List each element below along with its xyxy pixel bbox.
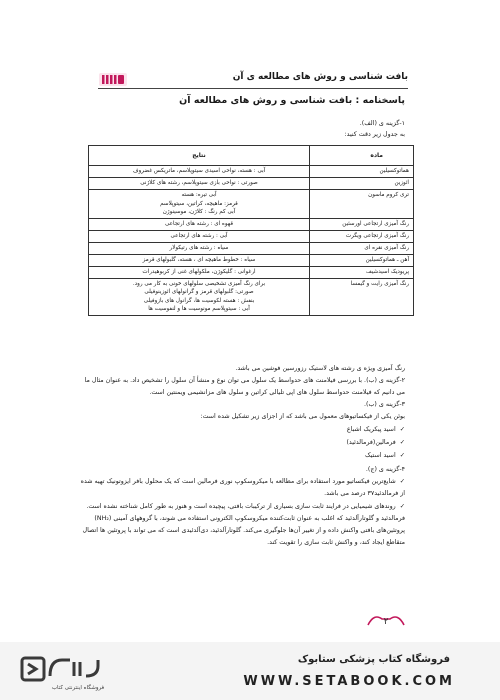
result-cell — [89, 278, 310, 315]
page-number: ۲ — [383, 617, 389, 627]
answer-2: ۲-گزینه ی (ب). با بررسی فیلامنت های حدواسط یک سلول می توان نوع و منشأ آن سلول را تشخیص داد. به عنوان مثال ما — [84, 377, 405, 384]
table-row — [89, 278, 414, 315]
check-icon: ✓ — [399, 426, 405, 433]
body-text: شایع‌ترین فیکساتیو مورد استفاده برای مطالعه با میکروسکوپ نوری فرمالین است که یک محلول بافر ایزوتونیک تهیه شده — [80, 478, 396, 485]
list-item — [86, 503, 405, 510]
footer-url[interactable]: WWW.SETABOOK.COM — [243, 674, 455, 689]
answer-3: ۳-گزینه ی (ب). — [364, 401, 405, 408]
result-line: ارغوانی : گلیکوژن، ملکولهای غنی از کربوهیدرات — [142, 268, 256, 275]
result-line: سیاه : خطوط ماهیچه ای ، هسته، گلبولهای قرمز — [142, 256, 256, 263]
body-line: از فرمالدئید۳۷ درصد می باشد. — [324, 490, 405, 497]
table-row — [89, 166, 414, 178]
list-item — [347, 426, 405, 433]
material-cell: تری کروم ماسون — [310, 190, 414, 219]
result-line: سیاه : رشته های رتیکولار — [169, 244, 229, 251]
check-icon: ✓ — [399, 439, 405, 446]
result-cell — [89, 254, 310, 266]
list-item-label: اسید پیکریک اشباع — [346, 426, 396, 433]
body-text: روندهای شیمیایی در فرایند ثابت سازی بسیاری از ترکیبات بافتی، پیچیده است و هنوز به طور کامل شناخته نشده است. — [86, 503, 396, 510]
result-line: قرمز: ماهیچه، کراتین، سیتوپلاسم — [160, 200, 238, 207]
table-row — [89, 190, 414, 219]
chapter-logo-icon — [98, 70, 128, 90]
body-line: فرمالدئید و گلوتارآلدئید که اغلب به عنوان ثابت‌کننده میکروسکوپ الکترونی استفاده می شوند، با گروههای آمینی (NH₂) — [94, 515, 405, 522]
material-cell: رنگ آمیزی ارتجاعی ویگرت — [310, 230, 414, 242]
table-row — [89, 218, 414, 230]
page-number-badge — [366, 610, 406, 628]
table-row — [89, 178, 414, 190]
table-header-row — [89, 146, 414, 166]
list-item-label: فرمالین(فرمالدئید) — [346, 439, 396, 446]
setabook-logo — [18, 652, 110, 692]
result-line: آبی تیره: هسته — [181, 192, 217, 198]
result-cell — [89, 266, 310, 278]
logo-tagline: فروشگاه اینترنتی کتاب — [51, 685, 105, 691]
material-cell: رنگ آمیزی نقره ای — [310, 242, 414, 254]
table-row — [89, 242, 414, 254]
material-cell: رنگ آمیزی ارتجاعی اورسئین — [310, 218, 414, 230]
material-header: ماده — [310, 146, 414, 166]
stains-table — [88, 145, 414, 316]
answer-sheet-title: پاسخنامه : بافت شناسی و روش های مطالعه آن — [179, 95, 405, 106]
material-cell: آهن ـ هماتوکسیلین — [310, 254, 414, 266]
result-line: برای رنگ آمیزی تشخیصی سلولهای خونی به کار می رود. — [132, 280, 266, 287]
body-line: می دانیم که فیلامنت حدواسط سلول های اپی تلیالی کراتین و سلول های مزانشیمی ویمنتین است. — [149, 389, 405, 396]
result-line: بنفش : هسته لکوسیت ها، گرانول های بازوفیلی — [143, 297, 255, 304]
table-row — [89, 266, 414, 278]
result-cell — [89, 230, 310, 242]
chapter-title: بافت شناسی و روش های مطالعه ی آن — [232, 72, 408, 82]
answer-1: ۱-گزینه ی (الف). — [359, 120, 405, 127]
list-item — [365, 452, 405, 459]
material-cell: ائوزین — [310, 178, 414, 190]
check-icon: ✓ — [399, 478, 405, 485]
header-rule — [98, 88, 408, 89]
body-line: متقاطع ایجاد کند، و واکنش ثابت سازی را تقویت کند. — [267, 539, 405, 546]
check-icon: ✓ — [399, 452, 405, 459]
body-line: پروتئین‌های بافتی واکنش داده و از تغییر آن‌ها جلوگیری می‌کند. گلوتارآلدئید، دی‌آلدئیدی است که می تواند با پروتئین ها اتصال — [82, 527, 405, 534]
result-header: نتایج — [89, 146, 310, 166]
answer-4: ۴-گزینه ی (ج). — [365, 466, 405, 473]
table-caption: به جدول زیر دقت کنید: — [344, 131, 405, 138]
result-line: آبی : سیتوپلاسم مونوسیت ها و لنفوسیت ها — [148, 306, 250, 312]
result-line: قهوه ای : رشته های ارتجاعی — [164, 220, 233, 227]
body-line: رنگ آمیزی ویژه ی رشته های لاستیک رزورسین فوشین می باشد. — [235, 365, 405, 372]
material-cell: رنگ آمیزی رایت و گیمسا — [310, 278, 414, 315]
check-icon: ✓ — [399, 503, 405, 510]
result-cell — [89, 218, 310, 230]
result-line: آبی کم رنگ : کلاژن، موسینوژن — [162, 209, 236, 215]
table-row — [89, 230, 414, 242]
material-cell: پریودیک اسیدشیف — [310, 266, 414, 278]
table-row — [89, 254, 414, 266]
result-cell — [89, 178, 310, 190]
result-line: آبی : رشته های ارتجاعی — [170, 232, 228, 239]
footer-store-name: فروشگاه کتاب پزشکی ستابوک — [297, 654, 450, 665]
result-cell — [89, 242, 310, 254]
result-line: آبی : هسته، نواحی اسیدی سیتوپلاسم، ماتریکس غضروف — [132, 168, 266, 174]
list-item — [81, 478, 405, 485]
result-line: صورتی: گلبولهای قرمز و گرانولهای ائوزینوفیلی — [144, 289, 254, 295]
body-line: بوئن یکی از فیکساتیوهای معمول می باشد که از اجزای زیر تشکیل شده است: — [200, 413, 405, 420]
result-line: صورتی : نواحی بازی سیتوپلاسم، رشته های کلاژنی — [140, 180, 258, 186]
chapter-header — [98, 70, 408, 92]
list-item-label: اسید استیک — [365, 452, 396, 459]
material-cell: هماتوکسیلین — [310, 166, 414, 178]
result-cell — [89, 190, 310, 219]
result-cell — [89, 166, 310, 178]
list-item — [346, 439, 405, 446]
